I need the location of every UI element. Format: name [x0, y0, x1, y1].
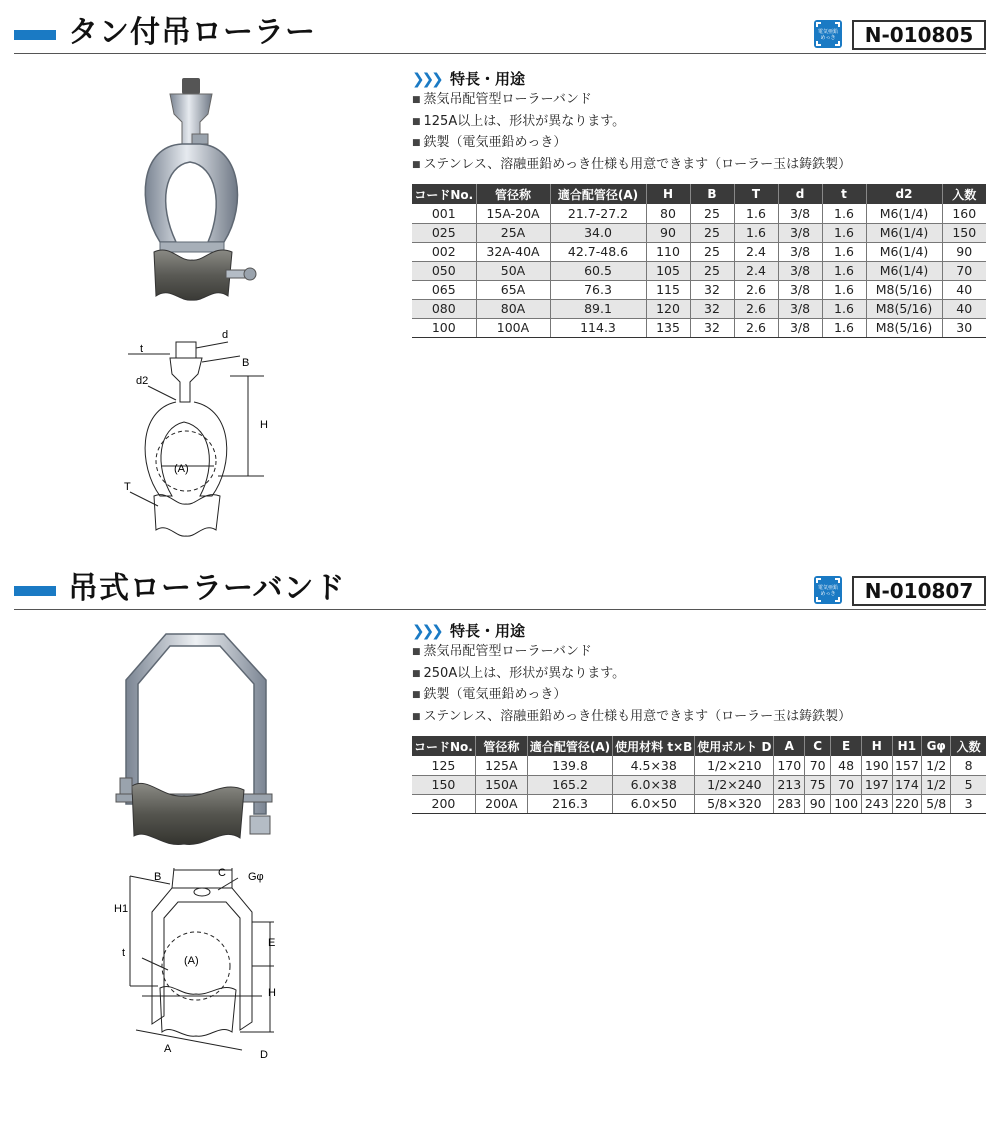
column-header: H — [861, 736, 892, 756]
dim-label-g: Gφ — [248, 871, 264, 883]
table-row — [412, 223, 986, 242]
table-cell: M6(1/4) — [866, 261, 942, 280]
dim-label-d: D — [260, 1049, 268, 1061]
table-cell: 42.7-48.6 — [550, 242, 646, 261]
table-cell: M8(5/16) — [866, 280, 942, 299]
table-cell: 5/8×320 — [695, 794, 774, 813]
product-photo — [112, 626, 282, 856]
dim-label-d: d — [222, 329, 229, 341]
dim-label-a-dia: (A) — [184, 955, 199, 967]
table-cell: 220 — [892, 794, 922, 813]
table-cell: 200 — [412, 794, 475, 813]
dim-label-t: t — [122, 947, 126, 959]
table-cell: 3/8 — [778, 318, 822, 337]
table-cell: 2.6 — [734, 280, 778, 299]
table-cell: 8 — [951, 756, 986, 775]
column-header: d2 — [866, 184, 942, 204]
features-block — [412, 620, 851, 728]
dim-label-t-upper: T — [124, 481, 131, 493]
column-header: C — [805, 736, 831, 756]
table-cell: 3/8 — [778, 299, 822, 318]
column-header: 管径称 — [476, 184, 550, 204]
table-cell: 15A-20A — [476, 204, 550, 223]
table-cell: 150A — [475, 775, 527, 794]
feature-item: ■ 鉄製（電気亜鉛めっき） — [412, 685, 851, 707]
column-header: 使用材料 t×B — [613, 736, 695, 756]
table-cell: 76.3 — [550, 280, 646, 299]
table-cell: 050 — [412, 261, 476, 280]
plating-badge-icon — [814, 576, 842, 604]
table-cell: 1.6 — [734, 204, 778, 223]
table-cell: 115 — [646, 280, 690, 299]
dim-label-a: A — [164, 1043, 172, 1055]
column-header: B — [690, 184, 734, 204]
table-cell: 3 — [951, 794, 986, 813]
features-heading-text: 特長・用途 — [449, 70, 525, 88]
column-header: 管径称 — [475, 736, 527, 756]
table-cell: 80 — [646, 204, 690, 223]
table-cell: 1/2×240 — [695, 775, 774, 794]
table-cell: M6(1/4) — [866, 223, 942, 242]
column-header: H1 — [892, 736, 922, 756]
column-header: 使用ボルト D — [695, 736, 774, 756]
product-section-1 — [0, 0, 1000, 550]
table-cell: 165.2 — [527, 775, 612, 794]
table-cell: 80A — [476, 299, 550, 318]
table-cell: 157 — [892, 756, 922, 775]
title-accent-bar — [14, 586, 56, 596]
table-cell: 1.6 — [822, 223, 866, 242]
table-cell: 21.7-27.2 — [550, 204, 646, 223]
table-row — [412, 280, 986, 299]
table-cell: M8(5/16) — [866, 318, 942, 337]
table-cell: 1.6 — [822, 204, 866, 223]
badge-label: 電気亜鉛めっき — [817, 585, 838, 597]
table-header-row — [412, 184, 986, 204]
column-header: H — [646, 184, 690, 204]
feature-item: ■ ステンレス、溶融亜鉛めっき仕様も用意できます（ローラー玉は鋳鉄製） — [412, 707, 851, 729]
table-cell: 70 — [942, 261, 986, 280]
table-cell: 3/8 — [778, 204, 822, 223]
table-cell: 90 — [942, 242, 986, 261]
table-cell: 1/2 — [922, 756, 951, 775]
table-cell: 150 — [942, 223, 986, 242]
table-cell: 139.8 — [527, 756, 612, 775]
column-header: 入数 — [951, 736, 986, 756]
table-row — [412, 794, 986, 813]
table-cell: 105 — [646, 261, 690, 280]
table-cell: 2.6 — [734, 299, 778, 318]
dim-label-e: E — [268, 937, 276, 949]
product-title: 吊式ローラーバンド — [68, 571, 346, 606]
table-cell: 32 — [690, 299, 734, 318]
table-cell: 213 — [774, 775, 805, 794]
table-cell: 90 — [805, 794, 831, 813]
section-header — [14, 570, 986, 610]
table-cell: 90 — [646, 223, 690, 242]
dim-label-b: B — [154, 871, 162, 883]
table-cell: 34.0 — [550, 223, 646, 242]
title-accent-bar — [14, 30, 56, 40]
table-cell: 200A — [475, 794, 527, 813]
features-block — [412, 68, 851, 176]
column-header: コードNo. — [412, 184, 476, 204]
table-cell: 40 — [942, 299, 986, 318]
table-cell: M6(1/4) — [866, 242, 942, 261]
product-code: N-010807 — [852, 576, 986, 606]
table-cell: 48 — [831, 756, 862, 775]
plating-badge-icon — [814, 20, 842, 48]
dimension-drawing — [118, 326, 278, 546]
table-cell: 150 — [412, 775, 475, 794]
table-cell: 5 — [951, 775, 986, 794]
table-cell: 120 — [646, 299, 690, 318]
column-header: d — [778, 184, 822, 204]
table-cell: 174 — [892, 775, 922, 794]
table-cell: 3/8 — [778, 280, 822, 299]
table-row — [412, 299, 986, 318]
dim-label-d2: d2 — [136, 375, 149, 387]
table-row — [412, 756, 986, 775]
table-cell: 243 — [861, 794, 892, 813]
table-cell: 3/8 — [778, 223, 822, 242]
table-cell: 197 — [861, 775, 892, 794]
dim-label-c: C — [218, 867, 226, 879]
feature-item: ■ 蒸気吊配管型ローラーバンド — [412, 642, 851, 664]
table-cell: 2.4 — [734, 242, 778, 261]
dim-label-h1: H1 — [114, 903, 129, 915]
column-header: Gφ — [922, 736, 951, 756]
table-cell: 1.6 — [822, 242, 866, 261]
table-row — [412, 261, 986, 280]
table-cell: 170 — [774, 756, 805, 775]
table-cell: 6.0×38 — [613, 775, 695, 794]
product-photo — [120, 74, 270, 310]
dim-label-b: B — [242, 357, 250, 369]
table-cell: 100 — [412, 318, 476, 337]
table-cell: 32 — [690, 318, 734, 337]
table-cell: 3/8 — [778, 242, 822, 261]
table-cell: M6(1/4) — [866, 204, 942, 223]
table-cell: 1.6 — [822, 261, 866, 280]
table-cell: 32A-40A — [476, 242, 550, 261]
table-cell: 135 — [646, 318, 690, 337]
column-header: 適合配管径(A) — [527, 736, 612, 756]
column-header: コードNo. — [412, 736, 475, 756]
column-header: A — [774, 736, 805, 756]
table-cell: 114.3 — [550, 318, 646, 337]
column-header: t — [822, 184, 866, 204]
dim-label-t: t — [140, 343, 144, 355]
feature-item: ■ ステンレス、溶融亜鉛めっき仕様も用意できます（ローラー玉は鋳鉄製） — [412, 155, 851, 177]
table-row — [412, 242, 986, 261]
table-cell: 160 — [942, 204, 986, 223]
table-cell: 70 — [831, 775, 862, 794]
table-cell: 283 — [774, 794, 805, 813]
table-cell: 75 — [805, 775, 831, 794]
table-cell: 89.1 — [550, 299, 646, 318]
table-cell: 25 — [690, 242, 734, 261]
table-cell: 6.0×50 — [613, 794, 695, 813]
table-cell: 2.6 — [734, 318, 778, 337]
table-cell: 080 — [412, 299, 476, 318]
table-cell: 70 — [805, 756, 831, 775]
chevron-icon: ❯❯❯ — [412, 622, 441, 640]
table-cell: 5/8 — [922, 794, 951, 813]
table-cell: 190 — [861, 756, 892, 775]
product-title: タン付吊ローラー — [68, 15, 316, 50]
table-cell: 60.5 — [550, 261, 646, 280]
table-cell: 25 — [690, 261, 734, 280]
column-header: E — [831, 736, 862, 756]
table-cell: 2.4 — [734, 261, 778, 280]
table-cell: 1.6 — [822, 318, 866, 337]
spec-table — [412, 184, 986, 338]
feature-item: ■ 蒸気吊配管型ローラーバンド — [412, 90, 851, 112]
table-cell: 32 — [690, 280, 734, 299]
table-cell: 3/8 — [778, 261, 822, 280]
spec-table — [412, 736, 986, 814]
table-cell: 25A — [476, 223, 550, 242]
table-cell: 40 — [942, 280, 986, 299]
column-header: 入数 — [942, 184, 986, 204]
table-cell: 50A — [476, 261, 550, 280]
table-cell: 100 — [831, 794, 862, 813]
table-cell: 125 — [412, 756, 475, 775]
table-cell: 065 — [412, 280, 476, 299]
column-header: T — [734, 184, 778, 204]
table-cell: M8(5/16) — [866, 299, 942, 318]
table-cell: 100A — [476, 318, 550, 337]
table-row — [412, 775, 986, 794]
table-cell: 4.5×38 — [613, 756, 695, 775]
features-heading-text: 特長・用途 — [449, 622, 525, 640]
table-cell: 110 — [646, 242, 690, 261]
table-cell: 025 — [412, 223, 476, 242]
feature-item: ■ 125A以上は、形状が異なります。 — [412, 112, 851, 134]
table-header-row — [412, 736, 986, 756]
dim-label-a: (A) — [174, 463, 189, 475]
table-cell: 216.3 — [527, 794, 612, 813]
features-heading — [412, 68, 851, 90]
product-section-2 — [0, 556, 1000, 1141]
dim-label-h: H — [260, 419, 268, 431]
table-cell: 65A — [476, 280, 550, 299]
table-cell: 25 — [690, 204, 734, 223]
table-cell: 1.6 — [822, 299, 866, 318]
table-cell: 125A — [475, 756, 527, 775]
table-cell: 1/2×210 — [695, 756, 774, 775]
table-cell: 002 — [412, 242, 476, 261]
table-cell: 25 — [690, 223, 734, 242]
product-code: N-010805 — [852, 20, 986, 50]
section-header — [14, 14, 986, 54]
table-row — [412, 318, 986, 337]
table-cell: 30 — [942, 318, 986, 337]
table-cell: 1/2 — [922, 775, 951, 794]
table-row — [412, 204, 986, 223]
features-heading — [412, 620, 851, 642]
dim-label-h: H — [268, 987, 276, 999]
table-cell: 001 — [412, 204, 476, 223]
badge-label: 電気亜鉛めっき — [817, 29, 838, 41]
table-cell: 1.6 — [822, 280, 866, 299]
dimension-drawing — [112, 866, 282, 1062]
column-header: 適合配管径(A) — [550, 184, 646, 204]
feature-item: ■ 鉄製（電気亜鉛めっき） — [412, 133, 851, 155]
table-cell: 1.6 — [734, 223, 778, 242]
feature-item: ■ 250A以上は、形状が異なります。 — [412, 664, 851, 686]
chevron-icon: ❯❯❯ — [412, 70, 441, 88]
